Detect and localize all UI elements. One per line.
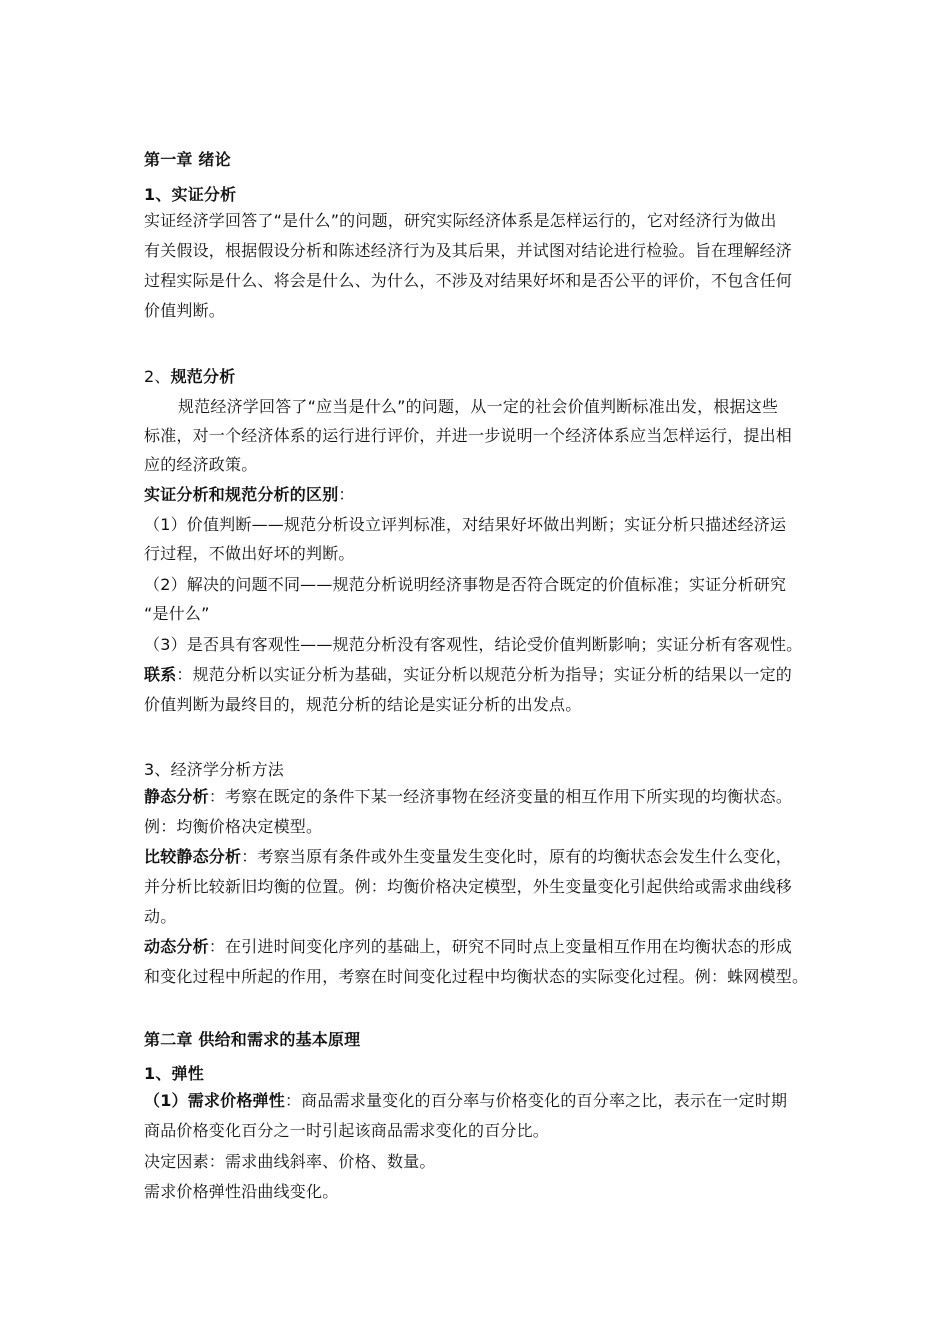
comparative-static-analysis [144, 846, 792, 868]
dynamic-text: ：在引进时间变化序列的基础上，研究不同时点上变量相互作用在均衡状态的形成 [208, 937, 793, 956]
link-paragraph [144, 664, 792, 686]
difference-heading [144, 484, 355, 506]
list-item: “是什么” [144, 604, 210, 623]
paragraph-line: 有关假设，根据假设分析和陈述经济行为及其后果，并试图对结论进行检验。旨在理解经济 [144, 241, 793, 260]
paragraph-line: 需求价格弹性沿曲线变化。 [144, 1182, 339, 1201]
list-item: （2）解决的问题不同——规范分析说明经济事物是否符合既定的价值标准；实证分析研究 [144, 575, 787, 594]
paragraph-line: 并分析比较新旧均衡的位置。例：均衡价格决定模型，外生变量变化引起供给或需求曲线移 [144, 877, 793, 896]
paragraph-line: 价值判断为最终目的，规范分析的结论是实证分析的出发点。 [144, 695, 582, 714]
paragraph-line: 动。 [144, 907, 177, 926]
paragraph-line: 实证经济学回答了“是什么”的问题，研究实际经济体系是怎样运行的，它对经济行为做出 [144, 211, 777, 230]
paragraph-line: 例：均衡价格决定模型。 [144, 817, 323, 836]
list-item: （3）是否具有客观性——规范分析没有客观性，结论受价值判断影响；实证分析有客观性。 [144, 635, 803, 654]
section1-heading: 1、实证分析 [144, 185, 237, 204]
static-text: ：考察在既定的条件下某一经济事物在经济变量的相互作用下所实现的均衡状态。 [208, 787, 793, 806]
list-item: 行过程，不做出好坏的判断。 [144, 544, 355, 563]
paragraph-line: 规范经济学回答了“应当是什么”的问题，从一定的社会价值判断标准出发，根据这些 [178, 397, 779, 416]
chapter2-title: 第二章 供给和需求的基本原理 [144, 1030, 361, 1049]
dynamic-analysis [144, 936, 792, 958]
section3-heading: 3、经济学分析方法 [144, 760, 284, 779]
link-label: 联系 [144, 665, 177, 684]
comparative-text: ：考察当原有条件或外生变量发生变化时，原有的均衡状态会发生什么变化， [241, 847, 793, 866]
list-item: （1）价值判断——规范分析设立评判标准，对结果好坏做出判断；实证分析只描述经济运 [144, 515, 787, 534]
paragraph-line: 应的经济政策。 [144, 455, 258, 474]
link-text: ：规范分析以实证分析为基础，实证分析以规范分析为指导；实证分析的结果以一定的 [176, 665, 793, 684]
price-elasticity-text: ：商品需求量变化的百分率与价格变化的百分率之比，表示在一定时期 [284, 1091, 788, 1110]
section2-number: 2、 [144, 367, 171, 386]
dynamic-label: 动态分析 [144, 937, 209, 956]
paragraph-line: 和变化过程中所起的作用，考察在时间变化过程中均衡状态的实际变化过程。例：蛛网模型。 [144, 967, 809, 986]
price-elasticity [144, 1090, 787, 1112]
paragraph-line: 过程实际是什么、将会是什么、为什么，不涉及对结果好坏和是否公平的评价，不包含任何 [144, 271, 793, 290]
difference-colon: ： [338, 485, 355, 504]
paragraph-line: 商品价格变化百分之一时引起该商品需求变化的百分比。 [144, 1121, 550, 1140]
elasticity-heading: 1、弹性 [144, 1064, 204, 1083]
section2-heading [144, 366, 235, 388]
chapter1-title: 第一章 绪论 [144, 150, 231, 169]
comparative-label: 比较静态分析 [144, 847, 242, 866]
paragraph-line: 决定因素：需求曲线斜率、价格、数量。 [144, 1152, 436, 1171]
static-analysis [144, 786, 792, 808]
section2-title: 规范分析 [170, 367, 236, 386]
price-elasticity-label: （1）需求价格弹性 [144, 1091, 285, 1110]
paragraph-line: 标准，对一个经济体系的运行进行评价，并进一步说明一个经济体系应当怎样运行，提出相 [144, 426, 793, 445]
difference-label: 实证分析和规范分析的区别 [144, 485, 339, 504]
paragraph-line: 价值判断。 [144, 301, 226, 320]
static-label: 静态分析 [144, 787, 209, 806]
